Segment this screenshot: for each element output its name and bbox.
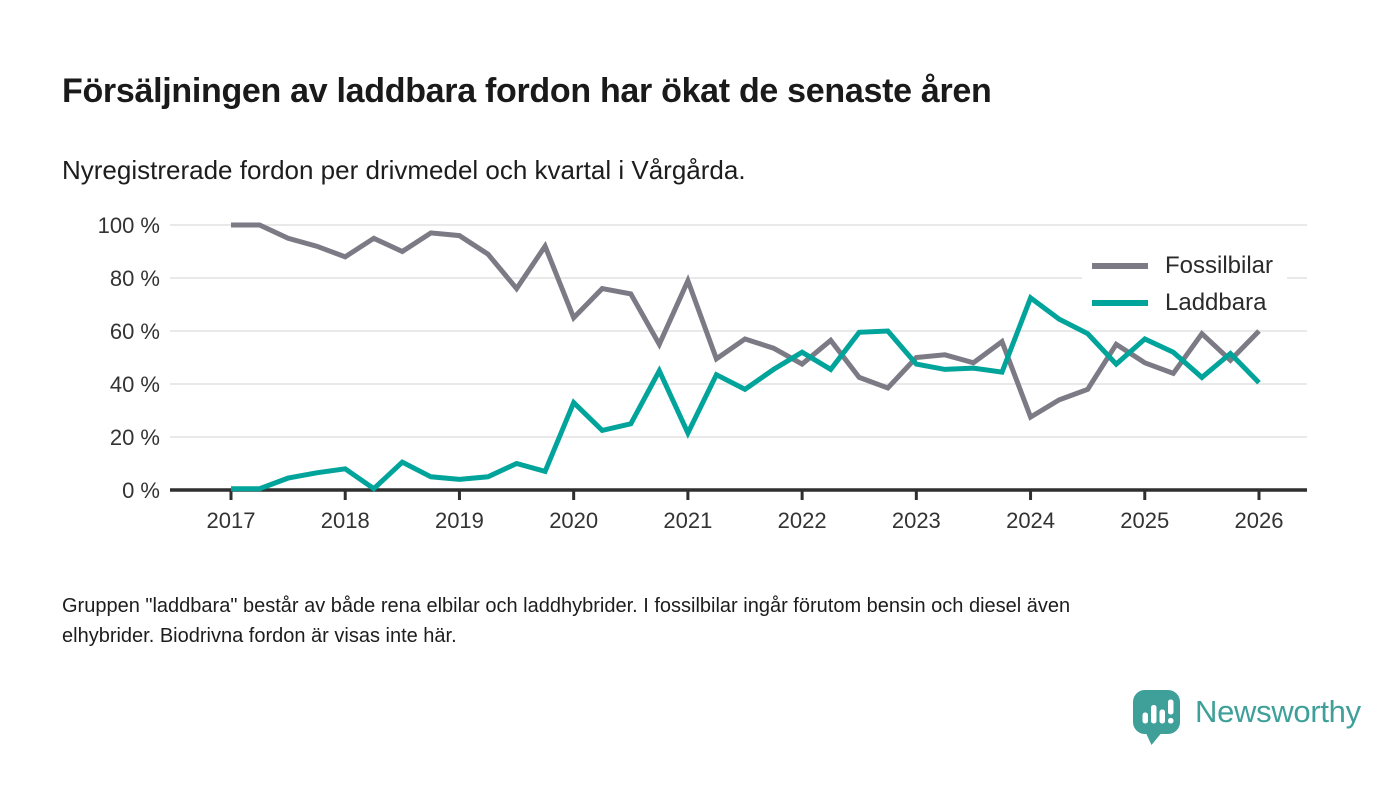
y-tick-label-0: 0 % (122, 478, 160, 503)
logo-bar-1 (1143, 713, 1149, 724)
logo-bar-3 (1160, 710, 1166, 724)
legend-label-fossilbilar: Fossilbilar (1165, 252, 1274, 279)
x-tick-label-2026: 2026 (1234, 508, 1284, 533)
x-tick-label-2025: 2025 (1120, 508, 1170, 533)
y-tick-label-60: 60 % (109, 319, 160, 344)
chart-subtitle: Nyregistrerade fordon per drivmedel och kvartal i Vårgårda. (62, 155, 746, 185)
legend-item-fossilbilar (1092, 252, 1273, 280)
chart-legend (1082, 245, 1287, 324)
footnote-line-1: Gruppen "laddbara" består av både rena elbilar och laddhybrider. I fossilbilar ingår förutom bensin och diesel även (62, 595, 1071, 617)
fossilbilar-line-swatch (1092, 263, 1148, 269)
x-tick-label-2019: 2019 (434, 508, 484, 533)
x-tick-label-2023: 2023 (891, 508, 941, 533)
x-tick-label-2021: 2021 (663, 508, 713, 533)
y-tick-label-80: 80 % (109, 266, 160, 291)
chart-title: Försäljningen av laddbara fordon har ökat de senaste åren (62, 72, 992, 110)
footnote (62, 591, 1332, 651)
legend-item-laddbara (1092, 289, 1273, 317)
footnote-line-2: elhybrider. Biodrivna fordon är visas inte här. (62, 625, 457, 647)
x-tick-label-2022: 2022 (777, 508, 827, 533)
newsworthy-logo-text: Newsworthy (1195, 694, 1361, 729)
x-tick-label-2024: 2024 (1006, 508, 1056, 533)
newsworthy-logo (1132, 689, 1361, 747)
x-tick-label-2017: 2017 (206, 508, 256, 533)
legend-label-laddbara: Laddbara (1165, 289, 1267, 316)
logo-exclamation-dot (1168, 718, 1174, 724)
y-tick-label-100: 100 % (97, 213, 160, 238)
logo-exclamation-bar (1168, 700, 1174, 715)
logo-bubble-tail (1145, 731, 1163, 745)
logo-bar-2 (1151, 705, 1157, 724)
laddbara-line-swatch (1092, 300, 1148, 306)
y-tick-label-20: 20 % (109, 425, 160, 450)
laddbara-line (231, 298, 1259, 489)
x-tick-label-2020: 2020 (549, 508, 599, 533)
x-tick-label-2018: 2018 (320, 508, 370, 533)
newsworthy-logo-icon (1132, 689, 1182, 747)
y-tick-label-40: 40 % (109, 372, 160, 397)
